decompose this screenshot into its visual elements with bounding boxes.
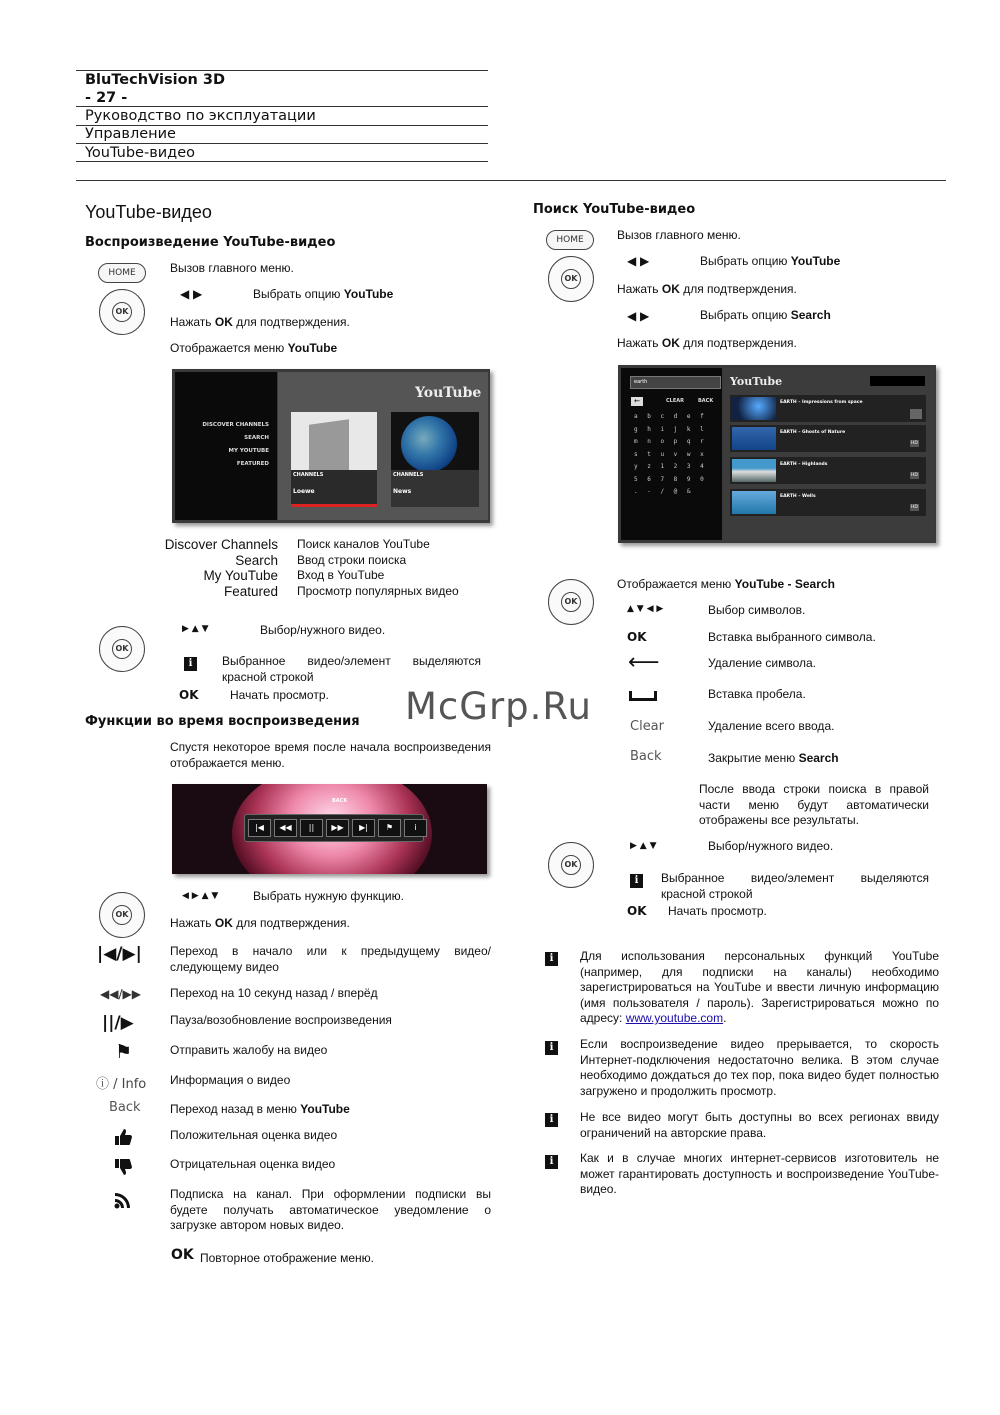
youtube-logo: YouTube xyxy=(415,385,482,401)
confirm: Нажать OK для подтверждения. xyxy=(170,916,350,930)
step-menu-shown: Отображается меню YouTube xyxy=(170,341,338,355)
skip-icon: |◀/▶| xyxy=(97,944,142,964)
subsection-title: YouTube-видео xyxy=(85,145,195,161)
forward-icon: ▶▶ xyxy=(326,819,349,837)
info-icon: i xyxy=(404,819,427,837)
function-seek: Переход на 10 секунд назад / вперёд xyxy=(170,986,378,1000)
ok-repeat: Повторное отображение меню. xyxy=(200,1251,375,1265)
result-3: EARTH – Highlands HD xyxy=(730,457,926,484)
delete-char: Удаление символа. xyxy=(708,656,816,670)
info-icon: i xyxy=(545,952,558,966)
rewind-forward-icon: ◀◀/▶▶ xyxy=(100,987,141,1001)
youtube-link[interactable]: www.youtube.com xyxy=(625,1011,724,1025)
dpad-icon: OK xyxy=(99,626,145,672)
functions-heading: Функции во время воспроизведения xyxy=(85,714,360,729)
rewind-icon: ◀◀ xyxy=(274,819,297,837)
arrows-icon: ▲ ▼ ◀ ▶ xyxy=(627,604,664,614)
step-home: Вызов главного меню. xyxy=(170,261,294,275)
playback-screenshot: BACK |◀ ◀◀ || ▶▶ ▶| ⚑ i xyxy=(172,784,487,874)
dpad-icon: OK xyxy=(548,256,594,302)
menu-terms: Discover Channels Search My YouTube Featured xyxy=(164,537,278,600)
function-dislike: Отрицательная оценка видео xyxy=(170,1157,336,1171)
left-right-arrows-icon: ◀ ▶ xyxy=(627,309,650,323)
back-icon: Back xyxy=(630,749,662,764)
back-icon: Back xyxy=(109,1100,141,1115)
function-skip: Переход в начало или к предыдущему видео/следующему видео xyxy=(170,944,491,974)
pause-icon: || xyxy=(300,819,323,837)
earth-thumbnail xyxy=(401,416,457,472)
dpad-icon: OK xyxy=(99,892,145,938)
select-video: Выбор/нужного видео. xyxy=(708,839,834,853)
brand: BluTechVision 3D xyxy=(85,72,226,88)
search-screenshot: earth ← CLEAR BACK a b c d e f g h i j k l m n o p q r s t u v w x y z 1 2 3 4 5 6 7 8 9 0 . - / @ & YouTube EARTH – Impressions from space EARTH – Ghosts of Nature HD EARTH – Highlands HD EARTH – Wells HD xyxy=(618,365,936,543)
space-icon xyxy=(629,691,657,701)
next-icon: ▶| xyxy=(352,819,375,837)
selection-bar xyxy=(291,504,377,507)
dpad-icon: OK xyxy=(548,579,594,625)
insert-space: Вставка пробела. xyxy=(708,687,806,701)
keys-select: Выбор символов. xyxy=(708,603,806,617)
info-icon: i xyxy=(545,1041,558,1055)
subscribe-icon xyxy=(114,1191,132,1213)
thumbs-down-icon xyxy=(113,1157,133,1181)
home-button-icon: HOME xyxy=(98,263,146,283)
step-confirm-2: Нажать OK для подтверждения. xyxy=(617,336,797,350)
header-rule xyxy=(76,161,488,162)
search-heading: Поиск YouTube-видео xyxy=(533,202,696,217)
ok-insert: Вставка выбранного символа. xyxy=(708,630,876,644)
select-video: Выбор/нужного видео. xyxy=(260,623,386,637)
step-confirm: Нажать OK для подтверждения. xyxy=(617,282,797,296)
info-icon: i xyxy=(630,874,643,888)
page-rule xyxy=(76,180,946,181)
step-select-youtube: Выбрать опцию YouTube xyxy=(253,287,394,301)
tile-news: CHANNELS News xyxy=(391,412,479,507)
after-input: После ввода строки поиска в правой части меню будут автоматически отображены все результаты. xyxy=(699,782,929,827)
watermark: McGrp.Ru xyxy=(405,685,592,728)
arrows-icon: ▶ ▲ ▼ xyxy=(182,624,209,634)
arrows-icon: ▶ ▲ ▼ xyxy=(630,841,657,851)
search-shown: Отображается меню YouTube - Search xyxy=(617,577,835,591)
section-title: Управление xyxy=(85,126,176,142)
clear-all: Удаление всего ввода. xyxy=(708,719,835,733)
dpad-icon: OK xyxy=(99,289,145,335)
left-right-arrows-icon: ◀ ▶ xyxy=(627,254,650,268)
select-function: Выбрать нужную функцию. xyxy=(253,889,404,903)
ok-label: OK xyxy=(627,904,647,918)
left-right-arrows-icon: ◀ ▶ xyxy=(180,287,203,301)
backspace-key: ← xyxy=(631,397,643,406)
step-select-youtube: Выбрать опцию YouTube xyxy=(700,254,841,268)
result-1: EARTH – Impressions from space xyxy=(730,395,926,422)
info-icon: ⓘ / Info xyxy=(96,1077,147,1092)
menu-term-descriptions: Поиск каналов YouTube Ввод строки поиска Вход в YouTube Просмотр популярных видео xyxy=(297,537,459,599)
flag-icon: ⚑ xyxy=(115,1041,133,1063)
search-field: earth xyxy=(630,376,721,389)
menu-list: DISCOVER CHANNELS SEARCH MY YOUTUBE FEATURED xyxy=(202,422,269,467)
home-button-icon: HOME xyxy=(546,230,594,250)
flag-icon: ⚑ xyxy=(378,819,401,837)
pause-play-icon: ||/▶ xyxy=(102,1013,134,1033)
ok-label: OK xyxy=(179,688,199,702)
function-info: Информация о видео xyxy=(170,1073,291,1087)
info-icon: i xyxy=(545,1113,558,1127)
note-selected: Выбранное видео/элемент выделяются красной строкой xyxy=(222,654,481,684)
manual-title: Руководство по эксплуатации xyxy=(85,108,316,124)
info-icon: i xyxy=(545,1155,558,1169)
ok-start: Начать просмотр. xyxy=(230,688,329,702)
result-2: EARTH – Ghosts of Nature HD xyxy=(730,425,926,452)
step-home: Вызов главного меню. xyxy=(617,228,741,242)
ok-start: Начать просмотр. xyxy=(668,904,767,918)
youtube-logo: YouTube xyxy=(730,375,783,388)
note-availability: Как и в случае многих интернет-сервисов изготовитель не может гарантировать доступность и воспроизведение YouTube-видео. xyxy=(580,1151,939,1196)
status-bar xyxy=(870,376,925,386)
note-buffering: Если воспроизведение видео прерывается, то скорость Интернет-подключения недостаточно велика. В этом случае необходимо дождаться до тех пор, пока видео будет полностью загружено и продолжить просмотр. xyxy=(580,1037,939,1098)
play-heading: Воспроизведение YouTube-видео xyxy=(85,235,336,250)
functions-intro: Спустя некоторое время после начала воспроизведения отображается меню. xyxy=(170,740,491,770)
youtube-menu-screenshot xyxy=(172,369,490,523)
function-back: Переход назад в меню YouTube xyxy=(170,1102,350,1116)
prev-icon: |◀ xyxy=(248,819,271,837)
function-subscribe: Подписка на канал. При оформлении подписки вы будете получать автоматическое уведомление о загрузке автором новых видео. xyxy=(170,1187,491,1232)
close-search: Закрытие меню Search xyxy=(708,751,839,765)
step-confirm: Нажать OK для подтверждения. xyxy=(170,315,350,329)
ok-label: OK xyxy=(627,630,647,644)
function-report: Отправить жалобу на видео xyxy=(170,1043,328,1057)
step-select-search: Выбрать опцию Search xyxy=(700,308,831,322)
note-selected: Выбранное видео/элемент выделяются красной строкой xyxy=(661,871,929,901)
note-regions: Не все видео могут быть доступны во всех регионах ввиду ограничений на авторские права. xyxy=(580,1110,939,1140)
info-icon: i xyxy=(184,657,197,671)
thumbs-up-icon xyxy=(113,1127,133,1152)
ok-icon: OK xyxy=(171,1247,194,1263)
function-like: Положительная оценка видео xyxy=(170,1128,338,1142)
on-screen-keyboard: a b c d e f g h i j k l m n o p q r s t u v w x y z 1 2 3 4 5 6 7 8 9 0 . - / @ & xyxy=(634,413,707,495)
note-registration: Для использования персональных функций YouTube (например, для подписки на каналы) необходимо зарегистрироваться на YouTube и ввести личную информацию (имя пользователя / пароль). Зарегистрироваться можно по адресу: www.youtube.com. xyxy=(580,949,939,1025)
result-4: EARTH – Wells HD xyxy=(730,489,926,516)
page-title: YouTube-видео xyxy=(85,202,212,222)
clear-icon: Clear xyxy=(630,719,664,734)
arrows-icon: ◀ ▶ ▲ ▼ xyxy=(182,891,219,901)
tile-loewe: CHANNELS Loewe xyxy=(291,412,377,507)
dpad-icon: OK xyxy=(548,842,594,888)
page-number: - 27 - xyxy=(85,90,128,106)
backspace-icon: ⟵ xyxy=(628,650,660,675)
function-pause: Пауза/возобновление воспроизведения xyxy=(170,1013,392,1027)
